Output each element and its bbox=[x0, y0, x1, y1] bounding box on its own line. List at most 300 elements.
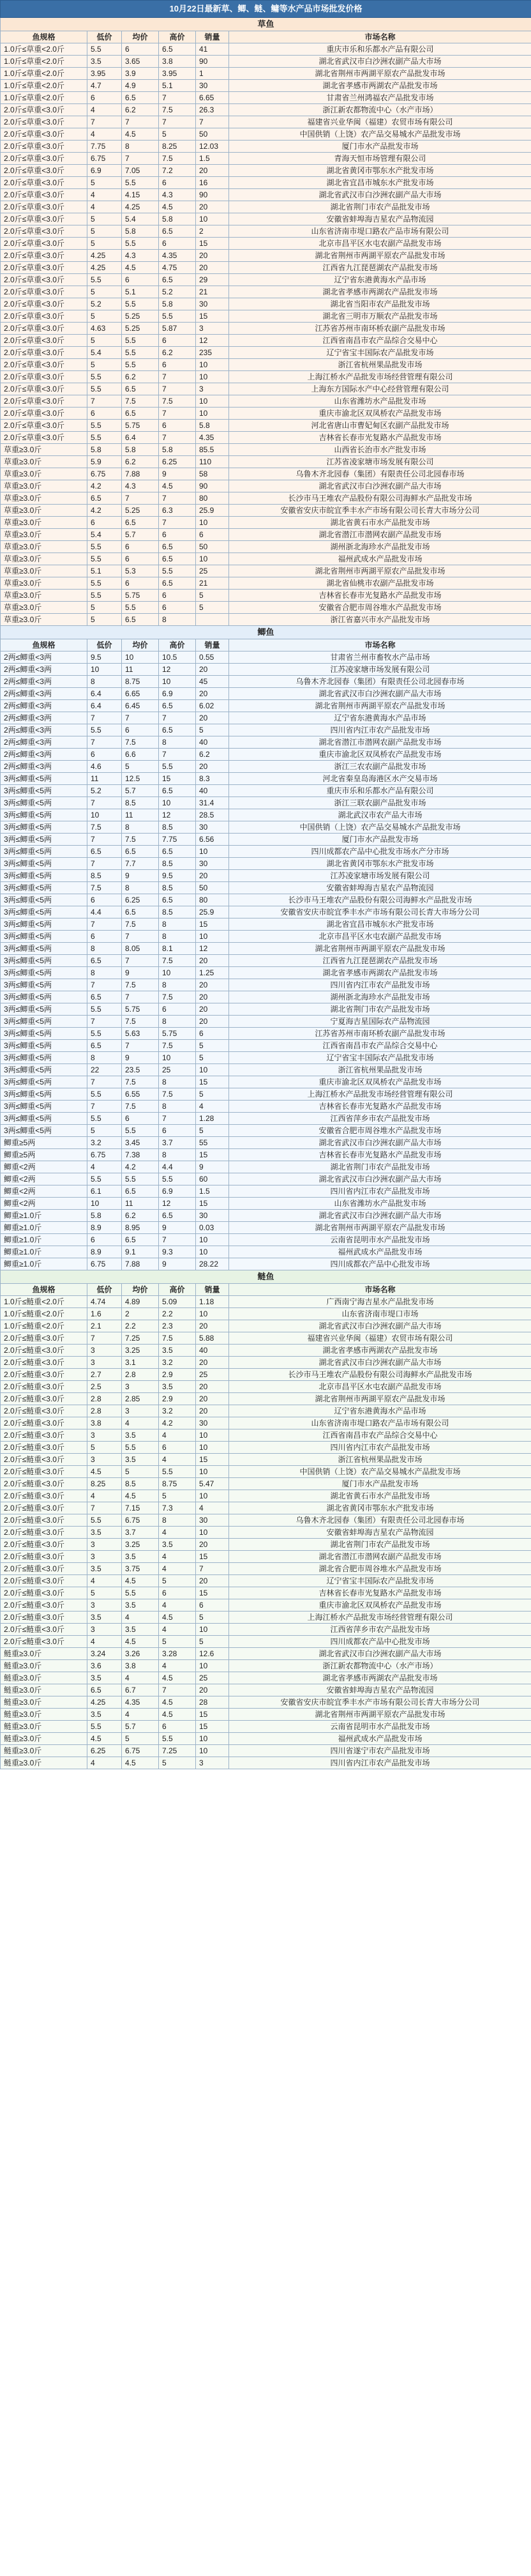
table-row bbox=[1, 1137, 531, 1149]
cell-low: 6.75 bbox=[87, 1258, 122, 1270]
cell-high: 8.5 bbox=[159, 821, 196, 834]
cell-low: 8.25 bbox=[87, 1478, 122, 1490]
cell-low: 5 bbox=[87, 602, 122, 614]
cell-high: 6 bbox=[159, 1587, 196, 1599]
cell-market: 江西省南昌市农产品综合交易中心 bbox=[229, 335, 531, 347]
cell-market: 湖北省荆州市两湖平原农产品批发市场 bbox=[229, 1222, 531, 1234]
column-header-spec: 鱼规格 bbox=[1, 639, 87, 652]
cell-avg: 3.5 bbox=[122, 1429, 159, 1442]
price-table-body bbox=[1, 1, 531, 1769]
table-row bbox=[1, 505, 531, 517]
cell-avg: 5.5 bbox=[122, 335, 159, 347]
cell-market: 四川成都农产品中心批发市场水产分市场 bbox=[229, 846, 531, 858]
cell-volume: 12 bbox=[196, 335, 229, 347]
cell-low: 7 bbox=[87, 979, 122, 991]
table-row bbox=[1, 1466, 531, 1478]
column-header-low: 低价 bbox=[87, 31, 122, 43]
cell-market: 湖北省黄石市水产品批发市场 bbox=[229, 1490, 531, 1502]
table-row bbox=[1, 1624, 531, 1636]
cell-volume: 30 bbox=[196, 298, 229, 310]
cell-volume: 15 bbox=[196, 1076, 229, 1088]
cell-avg: 5.5 bbox=[122, 298, 159, 310]
cell-high: 7.5 bbox=[159, 1088, 196, 1101]
cell-high: 6.5 bbox=[159, 1210, 196, 1222]
table-row bbox=[1, 383, 531, 395]
cell-spec: 3两≤鲫重<5两 bbox=[1, 1028, 87, 1040]
cell-spec: 2.0斤≤鲢重<3.0斤 bbox=[1, 1612, 87, 1624]
cell-volume: 10 bbox=[196, 1246, 229, 1258]
cell-low: 5.8 bbox=[87, 1210, 122, 1222]
cell-avg: 4.5 bbox=[122, 1636, 159, 1648]
cell-spec: 鲢重≥3.0斤 bbox=[1, 1757, 87, 1769]
cell-spec: 草重≥3.0斤 bbox=[1, 480, 87, 492]
cell-spec: 2.0斤≤鲢重<3.0斤 bbox=[1, 1575, 87, 1587]
cell-low: 3.5 bbox=[87, 1563, 122, 1575]
cell-high: 4 bbox=[159, 1454, 196, 1466]
cell-spec: 草重≥3.0斤 bbox=[1, 505, 87, 517]
cell-volume: 10 bbox=[196, 1429, 229, 1442]
table-row bbox=[1, 432, 531, 444]
cell-volume: 90 bbox=[196, 480, 229, 492]
cell-low: 7.75 bbox=[87, 141, 122, 153]
cell-spec: 3两≤鲫重<5两 bbox=[1, 955, 87, 967]
cell-avg: 7.88 bbox=[122, 1258, 159, 1270]
cell-low: 6.5 bbox=[87, 1040, 122, 1052]
cell-avg: 2.85 bbox=[122, 1393, 159, 1405]
cell-market: 湖北省武汉市白沙洲农副产品大市场 bbox=[229, 189, 531, 201]
cell-spec: 3两≤鲫重<5两 bbox=[1, 1113, 87, 1125]
cell-volume: 20 bbox=[196, 870, 229, 882]
cell-volume: 1.18 bbox=[196, 1296, 229, 1308]
cell-high: 6.5 bbox=[159, 785, 196, 797]
cell-low: 4.25 bbox=[87, 262, 122, 274]
cell-market: 重庆市渝北区双凤桥农产品批发市场 bbox=[229, 1599, 531, 1612]
cell-high: 5 bbox=[159, 1757, 196, 1769]
cell-low: 4 bbox=[87, 1757, 122, 1769]
table-row bbox=[1, 785, 531, 797]
cell-high: 6 bbox=[159, 335, 196, 347]
cell-avg: 8.05 bbox=[122, 943, 159, 955]
cell-high: 10.5 bbox=[159, 652, 196, 664]
cell-market: 福州武成水产品批发市场 bbox=[229, 1246, 531, 1258]
cell-spec: 3两≤鲫重<5两 bbox=[1, 882, 87, 894]
cell-high: 4 bbox=[159, 1527, 196, 1539]
cell-high: 9 bbox=[159, 1258, 196, 1270]
cell-market: 江西省九江琵琶湖农产品批发市场 bbox=[229, 262, 531, 274]
cell-spec: 2两≤鲫重<3两 bbox=[1, 761, 87, 773]
cell-high: 3.5 bbox=[159, 1381, 196, 1393]
table-row bbox=[1, 395, 531, 408]
cell-low: 10 bbox=[87, 1198, 122, 1210]
cell-spec: 3两≤鲫重<5两 bbox=[1, 797, 87, 809]
cell-market: 乌鲁木齐北园春（集团）有限责任公司北园春市场 bbox=[229, 1514, 531, 1527]
cell-low: 6 bbox=[87, 931, 122, 943]
table-row bbox=[1, 1672, 531, 1684]
cell-high: 4.5 bbox=[159, 1612, 196, 1624]
cell-market: 湖北省荆州市两湖平原农产品批发市场 bbox=[229, 565, 531, 577]
cell-high: 7.25 bbox=[159, 1745, 196, 1757]
table-row bbox=[1, 1405, 531, 1417]
cell-high: 6 bbox=[159, 177, 196, 189]
cell-spec: 2两≤鲫重<3两 bbox=[1, 652, 87, 664]
cell-volume: 5 bbox=[196, 1088, 229, 1101]
cell-low: 5.5 bbox=[87, 541, 122, 553]
table-row bbox=[1, 736, 531, 749]
cell-volume: 20 bbox=[196, 1539, 229, 1551]
cell-market: 福建省兴业华闽（福建）农贸市场有限公司 bbox=[229, 116, 531, 128]
cell-spec: 2.0斤≤草重<3.0斤 bbox=[1, 238, 87, 250]
cell-market: 湖北省武汉市白沙洲农副产品大市场 bbox=[229, 1648, 531, 1660]
cell-market: 湖北省武汉市白沙洲农副产品大市场 bbox=[229, 1357, 531, 1369]
cell-avg: 6.5 bbox=[122, 408, 159, 420]
cell-avg: 6.5 bbox=[122, 517, 159, 529]
table-row bbox=[1, 991, 531, 1003]
cell-market: 辽宁省宝丰国际农产品批发市场 bbox=[229, 1052, 531, 1064]
cell-volume: 28.22 bbox=[196, 1258, 229, 1270]
cell-market: 浙江新农都物流中心（水产市场） bbox=[229, 104, 531, 116]
cell-market: 吉林省长春市光复路水产品批发市场 bbox=[229, 432, 531, 444]
cell-spec: 2.0斤≤鲢重<3.0斤 bbox=[1, 1527, 87, 1539]
cell-high: 8 bbox=[159, 1101, 196, 1113]
cell-avg: 5.5 bbox=[122, 347, 159, 359]
cell-low: 9.5 bbox=[87, 652, 122, 664]
table-row bbox=[1, 128, 531, 141]
cell-avg: 5.7 bbox=[122, 529, 159, 541]
cell-spec: 2.0斤≤草重<3.0斤 bbox=[1, 165, 87, 177]
cell-high: 4 bbox=[159, 1599, 196, 1612]
cell-high: 5.75 bbox=[159, 1028, 196, 1040]
cell-avg: 6.5 bbox=[122, 1185, 159, 1198]
cell-volume: 6.56 bbox=[196, 834, 229, 846]
cell-low: 5 bbox=[87, 614, 122, 626]
cell-avg: 3.5 bbox=[122, 1624, 159, 1636]
cell-spec: 3两≤鲫重<5两 bbox=[1, 870, 87, 882]
cell-volume: 25 bbox=[196, 565, 229, 577]
cell-avg: 6 bbox=[122, 1113, 159, 1125]
cell-avg: 9 bbox=[122, 967, 159, 979]
cell-market: 江西省萍乡市农产品批发市场 bbox=[229, 1624, 531, 1636]
cell-market: 湖北武汉市农产品大市场 bbox=[229, 809, 531, 821]
table-row bbox=[1, 529, 531, 541]
cell-market: 吉林省长春市光复路水产品批发市场 bbox=[229, 1587, 531, 1599]
cell-high: 9 bbox=[159, 1222, 196, 1234]
cell-avg: 3.9 bbox=[122, 68, 159, 80]
table-row bbox=[1, 1551, 531, 1563]
cell-avg: 6.5 bbox=[122, 906, 159, 918]
table-row bbox=[1, 1210, 531, 1222]
cell-low: 5.5 bbox=[87, 1173, 122, 1185]
cell-spec: 2.0斤≤鲢重<3.0斤 bbox=[1, 1636, 87, 1648]
table-row bbox=[1, 834, 531, 846]
cell-market: 江西省南昌市农产品综合交易中心 bbox=[229, 1040, 531, 1052]
cell-avg: 4.15 bbox=[122, 189, 159, 201]
table-row bbox=[1, 1185, 531, 1198]
cell-spec: 2.0斤≤鲢重<3.0斤 bbox=[1, 1357, 87, 1369]
cell-spec: 2两≤鲫重<3两 bbox=[1, 736, 87, 749]
column-header-volume: 销量 bbox=[196, 31, 229, 43]
cell-high: 4.5 bbox=[159, 1696, 196, 1709]
table-row bbox=[1, 1575, 531, 1587]
table-row bbox=[1, 894, 531, 906]
cell-avg: 4.2 bbox=[122, 1161, 159, 1173]
cell-low: 6 bbox=[87, 894, 122, 906]
cell-avg: 7.5 bbox=[122, 918, 159, 931]
table-row bbox=[1, 602, 531, 614]
table-row bbox=[1, 1709, 531, 1721]
cell-high: 7.2 bbox=[159, 165, 196, 177]
table-row bbox=[1, 773, 531, 785]
section-title-row bbox=[1, 1270, 531, 1284]
table-row bbox=[1, 1198, 531, 1210]
cell-low: 6 bbox=[87, 1234, 122, 1246]
cell-high: 6.5 bbox=[159, 553, 196, 565]
cell-high: 5.8 bbox=[159, 444, 196, 456]
cell-high: 9.3 bbox=[159, 1246, 196, 1258]
cell-volume: 20 bbox=[196, 201, 229, 213]
table-row bbox=[1, 189, 531, 201]
cell-low: 6.4 bbox=[87, 688, 122, 700]
cell-high: 7 bbox=[159, 116, 196, 128]
cell-avg: 6.45 bbox=[122, 700, 159, 712]
cell-high: 25 bbox=[159, 1064, 196, 1076]
section-title: 鲢鱼 bbox=[1, 1270, 531, 1284]
cell-low: 4 bbox=[87, 1636, 122, 1648]
cell-market: 上海东方国际水产中心经营管理有限公司 bbox=[229, 383, 531, 395]
cell-spec: 草重≥3.0斤 bbox=[1, 577, 87, 590]
table-row bbox=[1, 712, 531, 724]
cell-avg: 8.5 bbox=[122, 1478, 159, 1490]
cell-market: 湖北省荆州市两湖平原农产品批发市场 bbox=[229, 1393, 531, 1405]
cell-high: 6.3 bbox=[159, 505, 196, 517]
cell-high: 10 bbox=[159, 797, 196, 809]
cell-low: 3.24 bbox=[87, 1648, 122, 1660]
cell-avg: 7 bbox=[122, 492, 159, 505]
cell-avg: 2 bbox=[122, 1308, 159, 1320]
cell-high: 5.5 bbox=[159, 1466, 196, 1478]
cell-spec: 2两≤鲫重<3两 bbox=[1, 712, 87, 724]
cell-high: 5.5 bbox=[159, 1733, 196, 1745]
cell-high: 8.25 bbox=[159, 141, 196, 153]
cell-volume: 10 bbox=[196, 408, 229, 420]
cell-avg: 4.89 bbox=[122, 1296, 159, 1308]
cell-high: 6.25 bbox=[159, 456, 196, 468]
cell-market: 湖北省潜江市潜网农副产品批发市场 bbox=[229, 529, 531, 541]
cell-volume: 10 bbox=[196, 359, 229, 371]
cell-market: 厦门市水产品批发市场 bbox=[229, 1478, 531, 1490]
cell-volume: 20 bbox=[196, 955, 229, 967]
cell-spec: 2.0斤≤鲢重<3.0斤 bbox=[1, 1345, 87, 1357]
cell-low: 3.95 bbox=[87, 68, 122, 80]
cell-high: 8 bbox=[159, 979, 196, 991]
table-row bbox=[1, 1258, 531, 1270]
cell-market: 山东省济南市堤口路农产品市场有限公司 bbox=[229, 1417, 531, 1429]
cell-volume: 12.6 bbox=[196, 1648, 229, 1660]
cell-avg: 6 bbox=[122, 724, 159, 736]
cell-market: 湖北省荆州市两湖平原农产品批发市场 bbox=[229, 68, 531, 80]
cell-spec: 2.0斤≤鲢重<3.0斤 bbox=[1, 1454, 87, 1466]
cell-volume: 10 bbox=[196, 517, 229, 529]
cell-high: 6.5 bbox=[159, 541, 196, 553]
table-row bbox=[1, 1660, 531, 1672]
column-header-avg: 均价 bbox=[122, 1284, 159, 1296]
cell-volume: 1.5 bbox=[196, 153, 229, 165]
cell-high: 15 bbox=[159, 773, 196, 785]
cell-low: 5 bbox=[87, 310, 122, 323]
table-row bbox=[1, 480, 531, 492]
cell-volume: 3 bbox=[196, 1757, 229, 1769]
cell-spec: 2.0斤≤草重<3.0斤 bbox=[1, 262, 87, 274]
cell-spec: 鲢重≥3.0斤 bbox=[1, 1672, 87, 1684]
cell-avg: 6.4 bbox=[122, 432, 159, 444]
column-header-avg: 均价 bbox=[122, 31, 159, 43]
cell-low: 2.8 bbox=[87, 1393, 122, 1405]
cell-high: 12 bbox=[159, 664, 196, 676]
cell-market: 厦门市水产品批发市场 bbox=[229, 834, 531, 846]
cell-volume: 10 bbox=[196, 213, 229, 225]
cell-high: 4 bbox=[159, 1429, 196, 1442]
cell-market: 安徽省蚌埠海吉星农产品物流园 bbox=[229, 213, 531, 225]
cell-spec: 2.0斤≤草重<3.0斤 bbox=[1, 141, 87, 153]
cell-spec: 2.0斤≤草重<3.0斤 bbox=[1, 383, 87, 395]
column-header-low: 低价 bbox=[87, 1284, 122, 1296]
cell-avg: 3.7 bbox=[122, 1527, 159, 1539]
cell-market: 湖北省当阳市农产品批发市场 bbox=[229, 298, 531, 310]
cell-volume: 3 bbox=[196, 383, 229, 395]
cell-avg: 7.5 bbox=[122, 1016, 159, 1028]
cell-low: 8 bbox=[87, 1052, 122, 1064]
cell-avg: 7.05 bbox=[122, 165, 159, 177]
table-row bbox=[1, 80, 531, 92]
cell-spec: 2.0斤≤鲢重<3.0斤 bbox=[1, 1490, 87, 1502]
table-row bbox=[1, 821, 531, 834]
cell-market: 湖北省孝感市两湖农产品批发市场 bbox=[229, 80, 531, 92]
cell-spec: 3两≤鲫重<5两 bbox=[1, 906, 87, 918]
table-row bbox=[1, 371, 531, 383]
cell-spec: 2.0斤≤草重<3.0斤 bbox=[1, 323, 87, 335]
cell-low: 2.8 bbox=[87, 1405, 122, 1417]
cell-high: 5 bbox=[159, 128, 196, 141]
table-row bbox=[1, 1332, 531, 1345]
cell-avg: 4.9 bbox=[122, 80, 159, 92]
cell-market: 辽宁省东港黄海水产品市场 bbox=[229, 712, 531, 724]
cell-low: 6.5 bbox=[87, 492, 122, 505]
cell-market: 河北省唐山市曹妃甸区农副产品批发市场 bbox=[229, 420, 531, 432]
table-row bbox=[1, 335, 531, 347]
cell-spec: 3两≤鲫重<5两 bbox=[1, 1003, 87, 1016]
cell-avg: 6.2 bbox=[122, 1210, 159, 1222]
cell-low: 5 bbox=[87, 359, 122, 371]
cell-volume: 15 bbox=[196, 1198, 229, 1210]
cell-high: 12 bbox=[159, 809, 196, 821]
cell-market: 浙江三农农副产品批发市场 bbox=[229, 761, 531, 773]
cell-avg: 3.5 bbox=[122, 1599, 159, 1612]
cell-high: 7 bbox=[159, 383, 196, 395]
cell-volume: 4.35 bbox=[196, 432, 229, 444]
cell-volume: 58 bbox=[196, 468, 229, 480]
table-row bbox=[1, 1149, 531, 1161]
cell-spec: 鲢重≥3.0斤 bbox=[1, 1660, 87, 1672]
cell-spec: 2.0斤≤草重<3.0斤 bbox=[1, 298, 87, 310]
table-row bbox=[1, 104, 531, 116]
cell-volume: 110 bbox=[196, 456, 229, 468]
table-row bbox=[1, 918, 531, 931]
table-row bbox=[1, 468, 531, 480]
cell-avg: 6.5 bbox=[122, 92, 159, 104]
cell-volume: 25.9 bbox=[196, 505, 229, 517]
cell-avg: 5.25 bbox=[122, 323, 159, 335]
cell-volume: 25.9 bbox=[196, 906, 229, 918]
cell-volume: 80 bbox=[196, 492, 229, 505]
cell-low: 3.5 bbox=[87, 1527, 122, 1539]
cell-low: 3 bbox=[87, 1599, 122, 1612]
table-row bbox=[1, 1696, 531, 1709]
cell-low: 4.25 bbox=[87, 1696, 122, 1709]
cell-spec: 草重≥3.0斤 bbox=[1, 444, 87, 456]
table-row bbox=[1, 955, 531, 967]
cell-spec: 3两≤鲫重<5两 bbox=[1, 894, 87, 906]
cell-low: 6.9 bbox=[87, 165, 122, 177]
cell-low: 4 bbox=[87, 104, 122, 116]
cell-low: 4 bbox=[87, 1161, 122, 1173]
cell-high: 2.9 bbox=[159, 1369, 196, 1381]
table-row bbox=[1, 517, 531, 529]
cell-low: 22 bbox=[87, 1064, 122, 1076]
cell-low: 5.5 bbox=[87, 43, 122, 56]
cell-avg: 3.5 bbox=[122, 1551, 159, 1563]
cell-volume: 20 bbox=[196, 761, 229, 773]
cell-spec: 鲢重≥3.0斤 bbox=[1, 1745, 87, 1757]
cell-low: 2.5 bbox=[87, 1381, 122, 1393]
cell-market: 浙江省杭州果品批发市场 bbox=[229, 1064, 531, 1076]
cell-high: 10 bbox=[159, 1052, 196, 1064]
cell-market: 湖北省黄冈市鄂东水产批发市场 bbox=[229, 165, 531, 177]
cell-avg: 7.38 bbox=[122, 1149, 159, 1161]
table-row bbox=[1, 1357, 531, 1369]
cell-volume: 40 bbox=[196, 1345, 229, 1357]
cell-high: 3.8 bbox=[159, 56, 196, 68]
cell-high: 6.5 bbox=[159, 577, 196, 590]
cell-market: 安徽省安庆市皖宜季丰水产市场有限公司长青大市场分公司 bbox=[229, 1696, 531, 1709]
cell-avg: 23.5 bbox=[122, 1064, 159, 1076]
cell-low: 7 bbox=[87, 712, 122, 724]
cell-avg: 5 bbox=[122, 761, 159, 773]
cell-volume: 5.47 bbox=[196, 1478, 229, 1490]
cell-avg: 6.5 bbox=[122, 614, 159, 626]
cell-avg: 7.5 bbox=[122, 1076, 159, 1088]
cell-volume: 30 bbox=[196, 858, 229, 870]
cell-low: 6.5 bbox=[87, 846, 122, 858]
cell-high: 10 bbox=[159, 967, 196, 979]
cell-high: 6.5 bbox=[159, 894, 196, 906]
table-row bbox=[1, 1684, 531, 1696]
cell-avg: 7 bbox=[122, 712, 159, 724]
cell-volume: 15 bbox=[196, 310, 229, 323]
cell-high: 6 bbox=[159, 1003, 196, 1016]
cell-market: 湖北省宜昌市城东水产批发市场 bbox=[229, 918, 531, 931]
cell-market: 浙江省杭州果品批发市场 bbox=[229, 359, 531, 371]
cell-volume: 20 bbox=[196, 1357, 229, 1369]
cell-market: 湖北省合肥市周谷堆水产品批发市场 bbox=[229, 1563, 531, 1575]
cell-volume: 41 bbox=[196, 43, 229, 56]
cell-low: 7 bbox=[87, 918, 122, 931]
table-row bbox=[1, 664, 531, 676]
table-row bbox=[1, 797, 531, 809]
column-header-low: 低价 bbox=[87, 639, 122, 652]
cell-avg: 5 bbox=[122, 1466, 159, 1478]
cell-low: 3.5 bbox=[87, 1709, 122, 1721]
cell-high: 5.2 bbox=[159, 286, 196, 298]
cell-high: 5 bbox=[159, 1636, 196, 1648]
